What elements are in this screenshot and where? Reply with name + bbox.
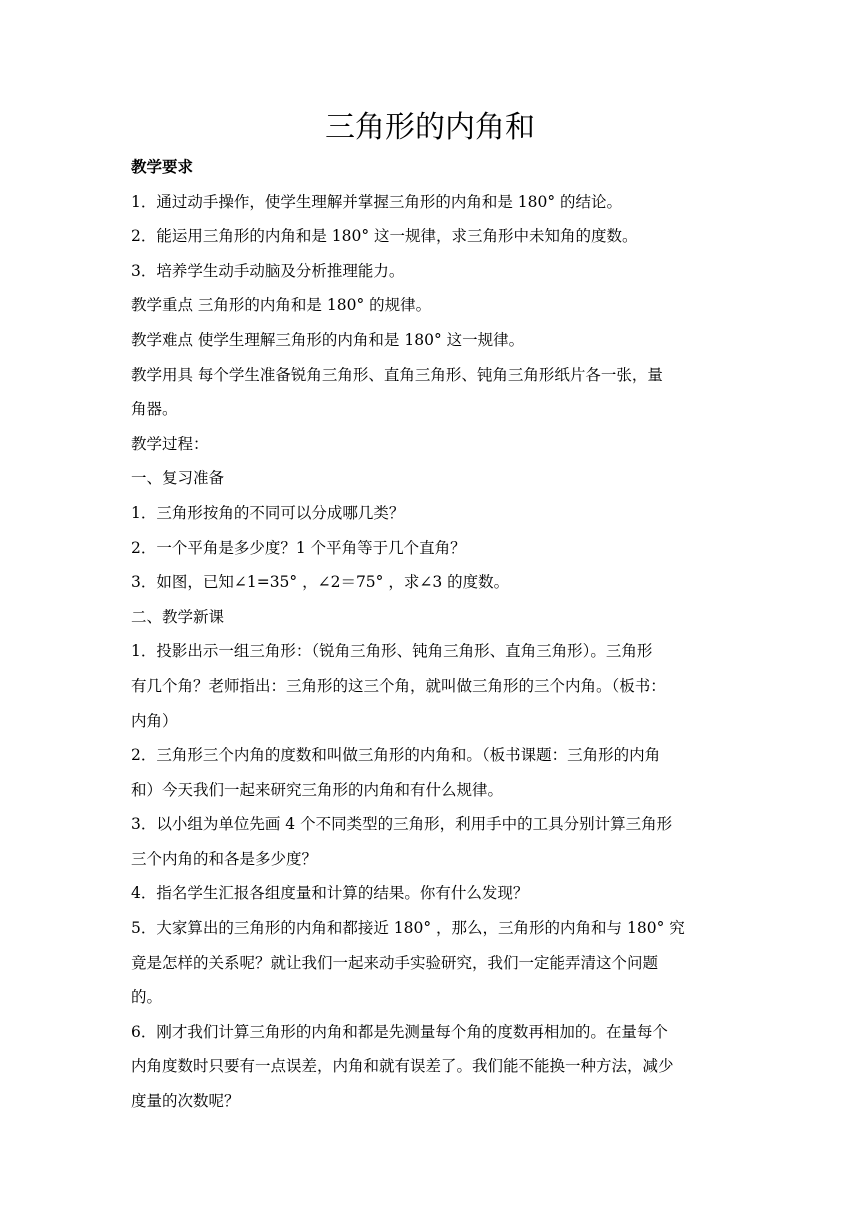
text-line: 内角） [131, 711, 178, 730]
text-line: 1．通过动手操作，使学生理解并掌握三角形的内角和是 180° 的结论。 [131, 192, 623, 211]
text-line: 有几个角？老师指出：三角形的这三个角，就叫做三角形的三个内角。（板书： [131, 676, 666, 695]
text-line: 一、复习准备 [131, 469, 225, 488]
text-line: 的。 [131, 988, 163, 1007]
text-line: 二、教学新课 [131, 607, 225, 626]
text-line: 4．指名学生汇报各组度量和计算的结果。你有什么发现？ [131, 884, 529, 903]
text-line: 教学用具 每个学生准备锐角三角形、直角三角形、钝角三角形纸片各一张，量 [131, 365, 663, 384]
section-heading-requirements: 教学要求 [131, 158, 194, 176]
text-line: 3．以小组为单位先画 4 个不同类型的三角形，利用手中的工具分别计算三角形 [131, 815, 673, 834]
text-line: 内角度数时只要有一点误差，内角和就有误差了。我们能不能换一种方法，减少 [131, 1057, 674, 1076]
text-line: 1．投影出示一组三角形：（锐角三角形、钝角三角形、直角三角形）。三角形 [131, 642, 653, 661]
text-line: 6．刚才我们计算三角形的内角和都是先测量每个角的度数再相加的。在量每个 [131, 1022, 668, 1041]
text-line: 教学过程： [131, 434, 209, 453]
text-line: 5．大家算出的三角形的内角和都接近 180° ，那么，三角形的内角和与 180° 究 [131, 919, 685, 938]
text-line: 2．三角形三个内角的度数和叫做三角形的内角和。（板书课题：三角形的内角 [131, 746, 661, 765]
text-line: 教学重点 三角形的内角和是 180° 的规律。 [131, 296, 432, 315]
text-line: 竟是怎样的关系呢？就让我们一起来动手实验研究，我们一定能弄清这个问题 [131, 953, 659, 972]
document-body [131, 150, 731, 1119]
text-line: 3．培养学生动手动脑及分析推理能力。 [131, 261, 405, 280]
text-line: 2．能运用三角形的内角和是 180° 这一规律，求三角形中未知角的度数。 [131, 227, 638, 246]
text-line: 教学难点 使学生理解三角形的内角和是 180° 这一规律。 [131, 330, 525, 349]
text-line: 1．三角形按角的不同可以分成哪几类？ [131, 503, 405, 522]
text-line: 度量的次数呢？ [131, 1092, 240, 1111]
text-line: 2．一个平角是多少度？1 个平角等于几个直角？ [131, 538, 466, 557]
text-line: 角器。 [131, 400, 178, 419]
text-line: 和）今天我们一起来研究三角形的内角和有什么规律。 [131, 780, 504, 799]
text-line: 三个内角的和各是多少度？ [131, 849, 318, 868]
text-line: 3．如图，已知∠1=35° ，∠2＝75° ，求∠3 的度数。 [131, 573, 510, 592]
document-title: 三角形的内角和 [325, 110, 535, 145]
